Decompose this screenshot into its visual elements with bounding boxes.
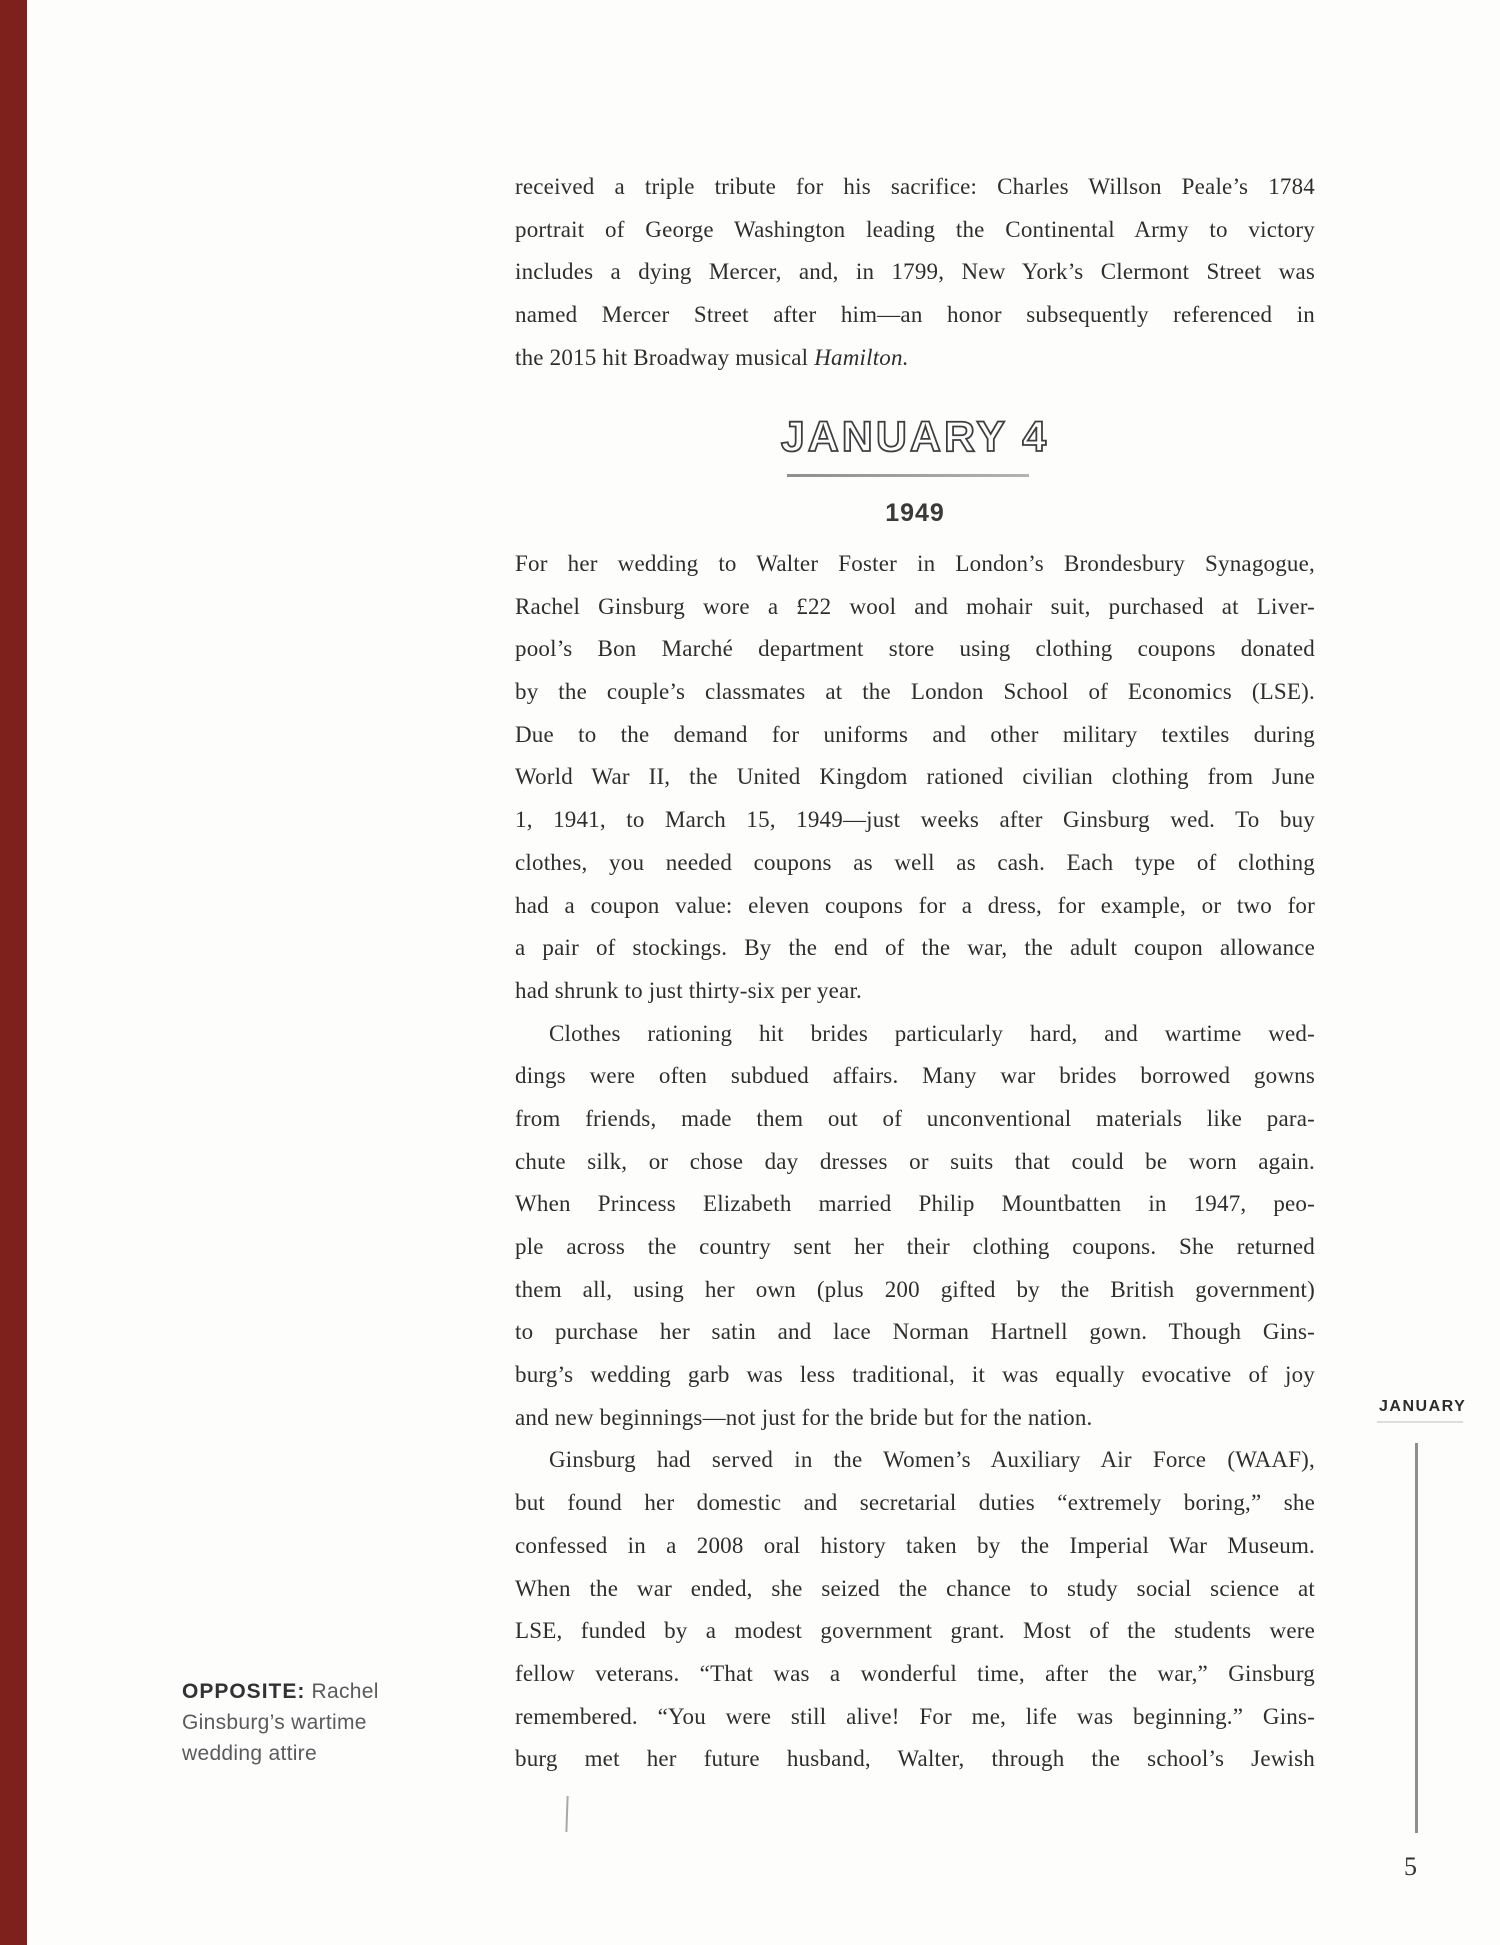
scan-artifact-mark [565, 1796, 568, 1832]
book-title-italic: Hamilton. [814, 344, 909, 370]
body-line: burg’s wedding garb was less traditional, it was equally evocative of joy [515, 1362, 1315, 1388]
body-line: but found her domestic and secretarial duties “extremely boring,” she [515, 1490, 1315, 1516]
body-line: burg met her future husband, Walter, through the school’s Jewish [515, 1746, 1315, 1772]
page-number: 5 [1404, 1852, 1417, 1881]
body-line: and new beginnings—not just for the bride but for the nation. [515, 1404, 1093, 1430]
body-line: received a triple tribute for his sacrifice: Charles Willson Peale’s 1784 [515, 174, 1315, 199]
spine-accent-bar [0, 0, 27, 1945]
section-heading-wrap [515, 414, 1315, 460]
body-line: Due to the demand for uniforms and other military textiles during [515, 721, 1315, 747]
body-line: Rachel Ginsburg wore a £22 wool and mohair suit, purchased at Liver- [515, 593, 1315, 619]
sidebar-label-shadow [1377, 1421, 1463, 1423]
body-line: When Princess Elizabeth married Philip Mountbatten in 1947, peo- [515, 1191, 1315, 1217]
body-line: chute silk, or chose day dresses or suits that could be worn again. [515, 1148, 1315, 1174]
photo-caption [182, 1676, 482, 1769]
body-line: had shrunk to just thirty-six per year. [515, 977, 862, 1003]
heading-divider [787, 474, 1029, 477]
body-line: confessed in a 2008 oral history taken by the Imperial War Museum. [515, 1532, 1315, 1558]
body-line: ple across the country sent her their clothing coupons. She returned [515, 1234, 1315, 1259]
caption-line: Ginsburg’s wartime [182, 1711, 367, 1734]
body-line [515, 337, 1315, 380]
section-heading: JANUARY 4 [780, 413, 1050, 461]
body-line: a pair of stockings. By the end of the war, the adult coupon allowance [515, 935, 1315, 961]
sidebar-vertical-rule [1415, 1443, 1418, 1833]
body-line: clothes, you needed coupons as well as cash. Each type of clothing [515, 849, 1315, 875]
body-line: by the couple’s classmates at the London School of Economics (LSE). [515, 679, 1315, 705]
body-line: named Mercer Street after him—an honor subsequently referenced in [515, 302, 1315, 328]
body-line: pool’s Bon Marché department store using clothing coupons donated [515, 636, 1315, 662]
body-line: dings were often subdued affairs. Many war brides borrowed gowns [515, 1063, 1315, 1089]
caption-line [182, 1676, 482, 1707]
year-label: 1949 [885, 499, 945, 527]
body-line: them all, using her own (plus 200 gifted by the British government) [515, 1276, 1315, 1302]
article-body [515, 543, 1315, 1781]
body-line: For her wedding to Walter Foster in London’s Brondesbury Synagogue, [515, 551, 1315, 576]
month-sidebar-label: JANUARY [1379, 1398, 1467, 1415]
caption-label: OPPOSITE: [182, 1680, 306, 1703]
body-line: to purchase her satin and lace Norman Hartnell gown. Though Gins- [515, 1319, 1315, 1345]
body-line: 1, 1941, to March 15, 1949—just weeks after Ginsburg wed. To buy [515, 807, 1315, 833]
caption-text: Rachel [305, 1680, 379, 1703]
body-line: Ginsburg had served in the Women’s Auxiliary Air Force (WAAF), [549, 1447, 1315, 1473]
body-line: includes a dying Mercer, and, in 1799, New York’s Clermont Street was [515, 259, 1315, 285]
body-line: from friends, made them out of unconventional materials like para- [515, 1105, 1315, 1131]
caption-line: wedding attire [182, 1742, 317, 1765]
body-line: fellow veterans. “That was a wonderful time, after the war,” Ginsburg [515, 1660, 1315, 1686]
body-line: LSE, funded by a modest government grant. Most of the students were [515, 1618, 1315, 1644]
body-line: portrait of George Washington leading the Continental Army to victory [515, 216, 1315, 242]
body-line: Clothes rationing hit brides particularly hard, and wartime wed- [549, 1020, 1315, 1046]
body-line: remembered. “You were still alive! For me, life was beginning.” Gins- [515, 1703, 1315, 1729]
body-line: When the war ended, she seized the chance to study social science at [515, 1575, 1315, 1601]
body-line: World War II, the United Kingdom rationed civilian clothing from June [515, 764, 1315, 790]
intro-paragraph [515, 166, 1315, 379]
body-line: had a coupon value: eleven coupons for a dress, for example, or two for [515, 892, 1315, 918]
body-line-text: the 2015 hit Broadway musical [515, 344, 815, 370]
